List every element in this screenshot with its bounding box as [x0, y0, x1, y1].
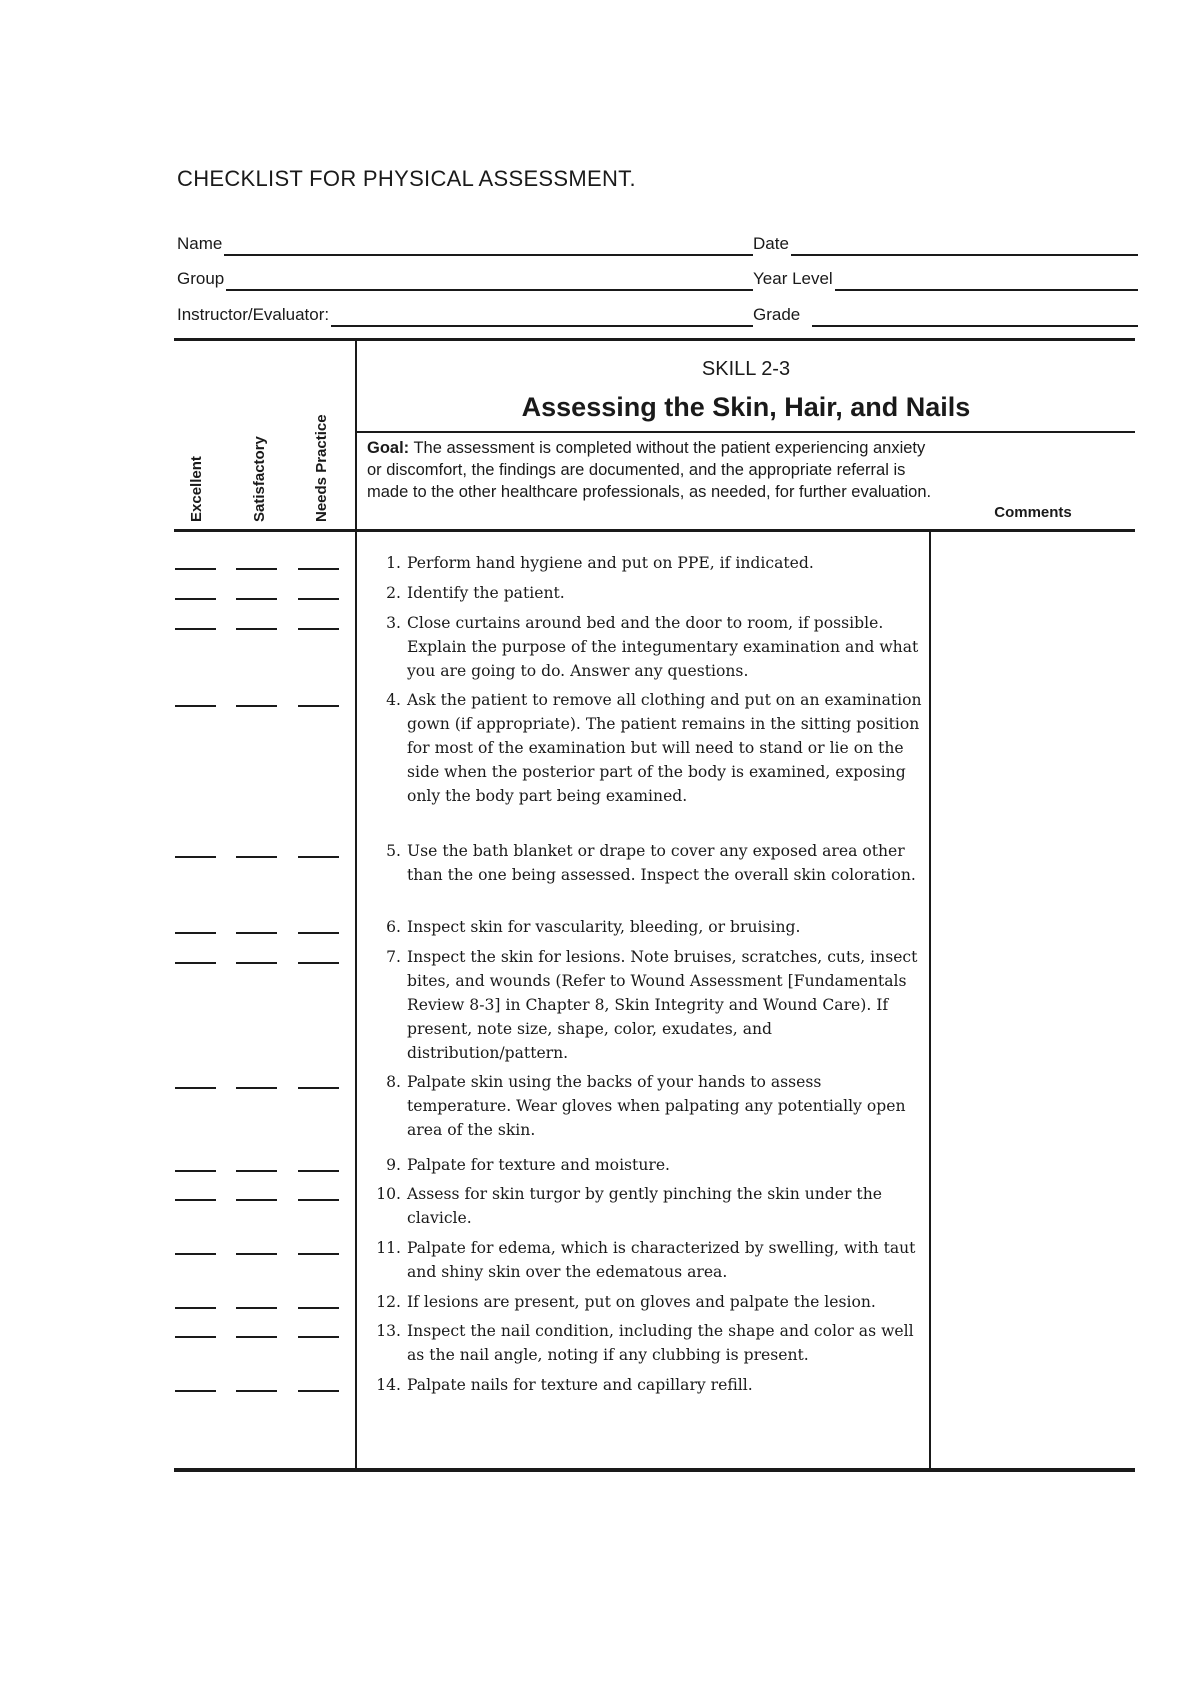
grade-input-line[interactable] — [812, 295, 1138, 327]
rating-blank[interactable] — [175, 1087, 216, 1089]
rating-blank[interactable] — [175, 1336, 216, 1338]
step-number: 13. — [376, 1322, 401, 1340]
step-number: 6. — [386, 918, 401, 936]
rating-blank[interactable] — [175, 962, 216, 964]
step-number: 12. — [376, 1293, 401, 1311]
rating-blank[interactable] — [298, 1253, 339, 1255]
step-item — [363, 611, 923, 683]
step-text: Palpate for texture and moisture. — [407, 1156, 671, 1174]
rating-blank[interactable] — [298, 962, 339, 964]
step-number: 1. — [386, 554, 401, 572]
rating-blank[interactable] — [236, 568, 277, 570]
skill-number: SKILL 2-3 — [701, 358, 791, 380]
rating-blank[interactable] — [236, 1087, 277, 1089]
table-bottom-rule — [174, 1468, 1135, 1472]
rating-blank[interactable] — [236, 1199, 277, 1201]
step-item — [363, 1319, 923, 1367]
step-text: Inspect the nail condition, including the shape and color as well as the nail angle, noting if any clubbing is present. — [407, 1322, 914, 1364]
rating-blank[interactable] — [236, 1390, 277, 1392]
name-input-line[interactable] — [224, 224, 753, 256]
name-label: Name — [177, 234, 223, 253]
instructor-label: Instructor/Evaluator: — [177, 305, 330, 324]
rating-blank[interactable] — [175, 1170, 216, 1172]
step-number: 3. — [386, 614, 401, 632]
rating-blank[interactable] — [298, 1087, 339, 1089]
step-item — [363, 688, 923, 808]
group-field[interactable] — [177, 261, 753, 291]
step-item — [363, 551, 923, 575]
rating-blank[interactable] — [175, 705, 216, 707]
step-text: If lesions are present, put on gloves and palpate the lesion. — [407, 1293, 876, 1311]
step-number: 5. — [386, 842, 401, 860]
grade-label: Grade — [753, 305, 801, 324]
rating-blank[interactable] — [298, 568, 339, 570]
rating-blank[interactable] — [236, 962, 277, 964]
rating-blank[interactable] — [298, 1336, 339, 1338]
instructor-input-line[interactable] — [331, 295, 753, 327]
year-level-input-line[interactable] — [835, 259, 1138, 291]
rating-blank[interactable] — [298, 1390, 339, 1392]
step-text: Inspect skin for vascularity, bleeding, or bruising. — [407, 918, 801, 936]
rating-blank[interactable] — [175, 1253, 216, 1255]
step-item — [363, 839, 923, 887]
step-text: Palpate for edema, which is characterized by swelling, with taut and shiny skin over the edematous area. — [407, 1239, 916, 1281]
table-header-rule — [174, 529, 1135, 532]
rating-blank[interactable] — [175, 628, 216, 630]
step-number: 14. — [376, 1376, 401, 1394]
rating-blank[interactable] — [175, 598, 216, 600]
rating-blank[interactable] — [175, 568, 216, 570]
step-item — [363, 1236, 923, 1284]
rating-blank[interactable] — [298, 932, 339, 934]
rating-blank[interactable] — [175, 856, 216, 858]
year-level-field[interactable] — [753, 261, 1138, 291]
skill-title-rule — [357, 431, 1135, 433]
rating-blank[interactable] — [298, 1199, 339, 1201]
rating-blank[interactable] — [236, 932, 277, 934]
rating-column-divider — [355, 340, 357, 1470]
rating-blank[interactable] — [236, 705, 277, 707]
rating-blank[interactable] — [236, 628, 277, 630]
comments-column-divider — [929, 530, 931, 1469]
goal-statement — [367, 437, 937, 503]
step-item — [363, 945, 923, 1065]
step-text: Ask the patient to remove all clothing and put on an examination gown (if appropriate). The patient remains in the sitting position for most of the examination but will need to stand or lie on the side when the posterior part of the body is examined, exposing only the body part being examined. — [407, 691, 922, 805]
rating-blank[interactable] — [236, 598, 277, 600]
rating-blank[interactable] — [298, 598, 339, 600]
skill-title: Assessing the Skin, Hair, and Nails — [521, 392, 971, 422]
rating-blank[interactable] — [298, 628, 339, 630]
step-item — [363, 1373, 923, 1397]
step-item — [363, 1070, 923, 1142]
step-text: Close curtains around bed and the door to room, if possible. Explain the purpose of the integumentary examination and what you are going to do. Answer any questions. — [407, 614, 919, 680]
instructor-field[interactable] — [177, 297, 753, 327]
step-item — [363, 1182, 923, 1230]
step-text: Identify the patient. — [407, 584, 565, 602]
name-field[interactable] — [177, 226, 753, 256]
step-item — [363, 1290, 923, 1314]
step-number: 9. — [386, 1156, 401, 1174]
needs-practice-label: Needs Practice — [313, 414, 330, 522]
table-top-rule — [174, 338, 1135, 341]
rating-blank[interactable] — [175, 1390, 216, 1392]
satisfactory-label: Satisfactory — [251, 436, 268, 522]
rating-blank[interactable] — [236, 1307, 277, 1309]
step-item — [363, 915, 923, 939]
step-text: Palpate nails for texture and capillary refill. — [407, 1376, 753, 1394]
goal-label: Goal: — [367, 439, 410, 457]
grade-field[interactable] — [753, 297, 1138, 327]
rating-blank[interactable] — [175, 1307, 216, 1309]
step-text: Use the bath blanket or drape to cover any exposed area other than the one being assessed. Inspect the overall skin coloration. — [407, 842, 916, 884]
step-text: Inspect the skin for lesions. Note bruises, scratches, cuts, insect bites, and wounds (Refer to Wound Assessment [Fundamentals Review 8-3] in Chapter 8, Skin Integrity and Wound Care). If present, note size, shape, color, exudates, and distribution/pattern. — [407, 948, 918, 1062]
comments-header: Comments — [994, 504, 1072, 521]
step-number: 8. — [386, 1073, 401, 1091]
step-item — [363, 581, 923, 605]
group-label: Group — [177, 269, 225, 288]
step-number: 4. — [386, 691, 401, 709]
year-level-label: Year Level — [753, 269, 833, 288]
step-number: 11. — [376, 1239, 401, 1257]
step-number: 2. — [386, 584, 401, 602]
rating-blank[interactable] — [236, 1170, 277, 1172]
step-text: Palpate skin using the backs of your hands to assess temperature. Wear gloves when palpating any potentially open area of the skin. — [407, 1073, 906, 1139]
page-title: CHECKLIST FOR PHYSICAL ASSESSMENT. — [177, 166, 636, 191]
group-input-line[interactable] — [226, 259, 753, 291]
step-text: Assess for skin turgor by gently pinching the skin under the clavicle. — [407, 1185, 882, 1227]
rating-blank[interactable] — [236, 1336, 277, 1338]
step-text: Perform hand hygiene and put on PPE, if indicated. — [407, 554, 814, 572]
rating-blank[interactable] — [298, 705, 339, 707]
rating-blank[interactable] — [236, 1253, 277, 1255]
rating-blank[interactable] — [298, 856, 339, 858]
goal-text: The assessment is completed without the patient experiencing anxiety or discomfort, the findings are documented, and the appropriate referral is made to the other healthcare professionals, as needed, for further evaluation. — [367, 439, 932, 501]
rating-blank[interactable] — [175, 1199, 216, 1201]
step-number: 10. — [376, 1185, 401, 1203]
date-label: Date — [753, 234, 789, 253]
rating-blank[interactable] — [175, 932, 216, 934]
step-number: 7. — [386, 948, 401, 966]
rating-blank[interactable] — [298, 1307, 339, 1309]
rating-blank[interactable] — [298, 1170, 339, 1172]
rating-blank[interactable] — [236, 856, 277, 858]
step-item — [363, 1153, 923, 1177]
date-input-line[interactable] — [791, 224, 1138, 256]
excellent-label: Excellent — [188, 456, 205, 522]
date-field[interactable] — [753, 226, 1138, 256]
